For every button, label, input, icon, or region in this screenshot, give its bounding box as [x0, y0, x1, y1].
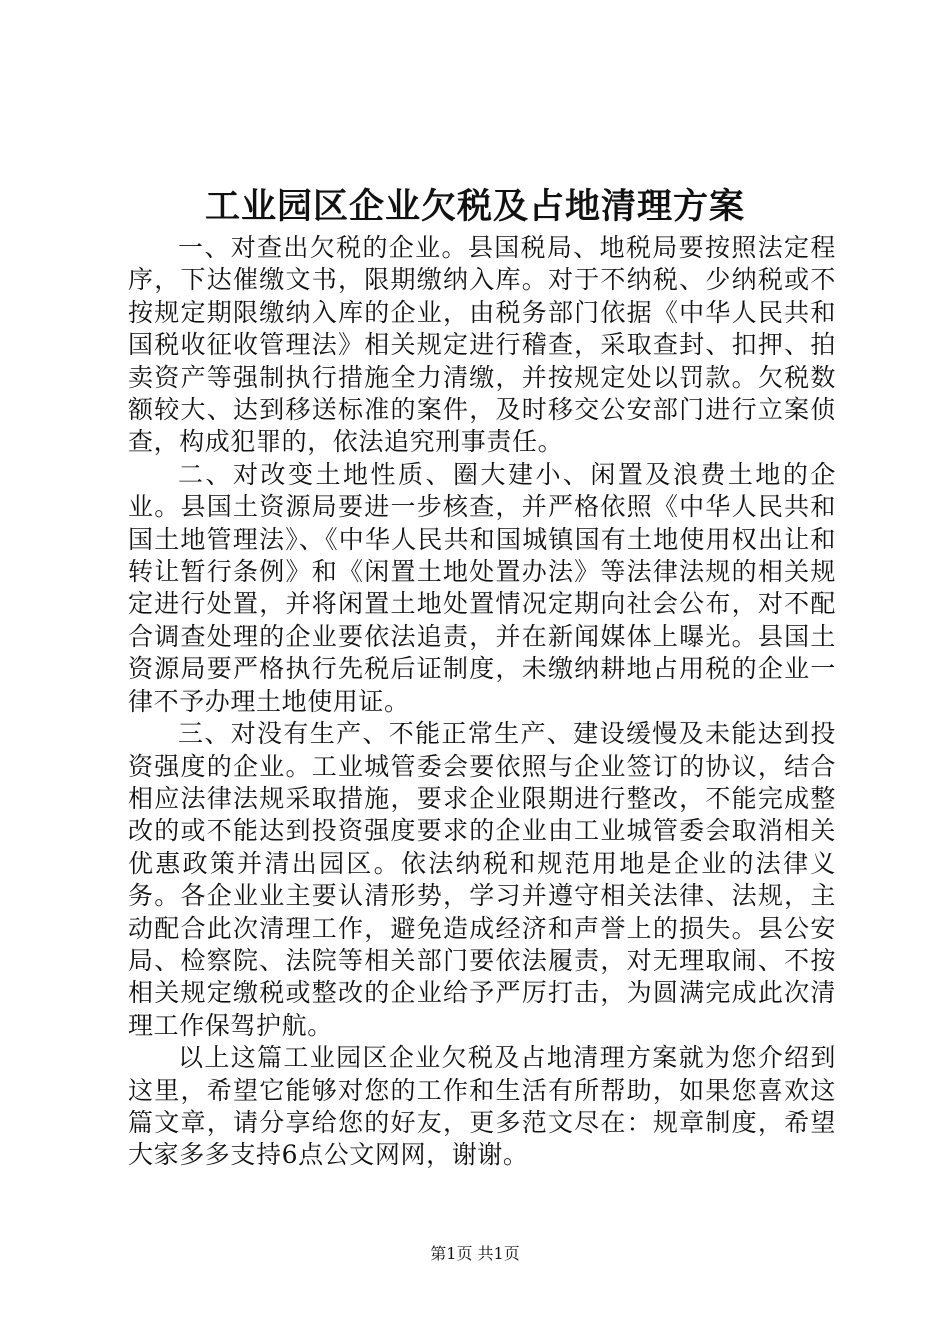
- paragraph-3: 三、对没有生产、不能正常生产、建设缓慢及未能达到投资强度的企业。工业城管委会要依照与企业签订的协议，结合相应法律法规采取措施，要求企业限期进行整改，不能完成整改的或不能达到投资强度要求的企业由工业城管委会取消相关优惠政策并清出园区。依法纳税和规范用地是企业的法律义务。各企业业主要认清形势，学习并遵守相关法律、法规，主动配合此次清理工作，避免造成经济和声誉上的损失。县公安局、检察院、法院等相关部门要依法履责，对无理取闹、不按相关规定缴税或整改的企业给予严厉打击，为圆满完成此次清理工作保驾护航。: [128, 719, 836, 1040]
- document-title: 工业园区企业欠税及占地清理方案: [204, 187, 745, 227]
- document-body: [128, 232, 836, 1172]
- paragraph-1: 一、对查出欠税的企业。县国税局、地税局要按照法定程序，下达催缴文书，限期缴纳入库。对于不纳税、少纳税或不按规定期限缴纳入库的企业，由税务部门依据《中华人民共和国税收征收管理法》相关规定进行稽查，采取查封、扣押、拍卖资产等强制执行措施全力清缴，并按规定处以罚款。欠税数额较大、达到移送标准的案件，及时移交公安部门进行立案侦查，构成犯罪的，依法追究刑事责任。: [128, 233, 836, 457]
- page-number-footer: 第1页 共1页: [430, 1244, 520, 1263]
- paragraph-2: 二、对改变土地性质、圈大建小、闲置及浪费土地的企业。县国土资源局要进一步核查，并严格依照《中华人民共和国土地管理法》、《中华人民共和国城镇国有土地使用权出让和转让暂行条例》和《闲置土地处置办法》等法律法规的相关规定进行处置，并将闲置土地处置情况定期向社会公布，对不配合调查处理的企业要依法追责，并在新闻媒体上曝光。县国土资源局要严格执行先税后证制度，未缴纳耕地占用税的企业一律不予办理土地使用证。: [128, 459, 836, 716]
- paragraph-4: 以上这篇工业园区企业欠税及占地清理方案就为您介绍到这里，希望它能够对您的工作和生活有所帮助，如果您喜欢这篇文章，请分享给您的好友，更多范文尽在：规章制度，希望大家多多支持6点公文网网，谢谢。: [128, 1043, 836, 1170]
